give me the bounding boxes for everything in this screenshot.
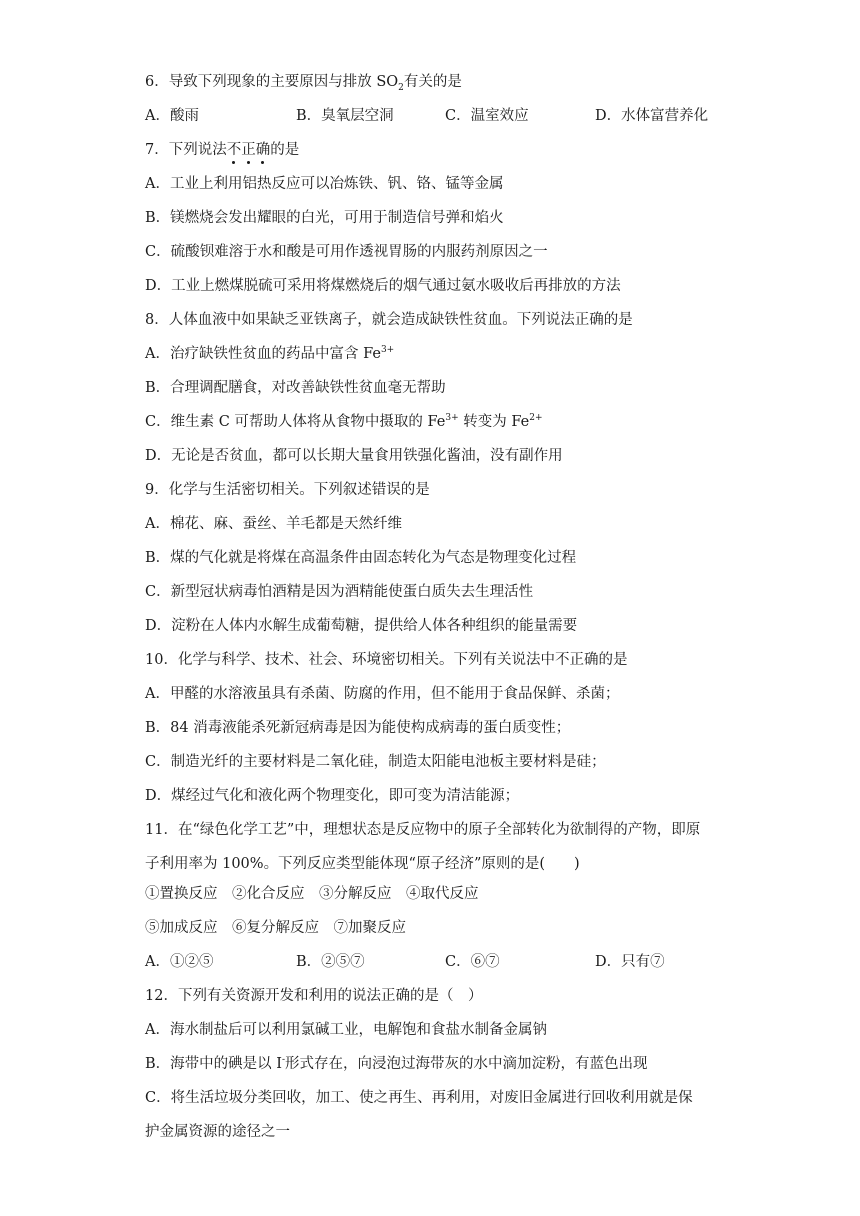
q7-option-b: B．镁燃烧会发出耀眼的白光，可用于制造信号弹和焰火 — [145, 210, 504, 226]
q6-option-a: A．酸雨 — [145, 108, 199, 124]
emphasis-char: 确 — [256, 142, 271, 158]
q6-option-d: D．水体富营养化 — [595, 108, 709, 124]
q6-option-b: B．臭氧层空洞 — [296, 108, 394, 124]
q6-stem: 6．导致下列现象的主要原因与排放 $SO_2$有关的是 — [145, 74, 462, 93]
q11-list-line1: ①置换反应 ②化合反应 ③分解反应 ④取代反应 — [145, 886, 479, 902]
q11-option-c: C．⑥⑦ — [445, 954, 500, 970]
q9-option-a: A．棉花、麻、蚕丝、羊毛都是天然纤维 — [145, 516, 402, 532]
q9-option-d: D．淀粉在人体内水解生成葡萄糖，提供给人体各种组织的能量需要 — [145, 618, 578, 634]
q7-option-a: A．工业上利用铝热反应可以冶炼铁、钒、铬、锰等金属 — [145, 176, 504, 192]
q11-stem-line2: 子利用率为 100%。下列反应类型能体现“原子经济”原则的是( ) — [145, 856, 580, 872]
emphasis-char: 正 — [241, 142, 256, 158]
q10-stem: 10．化学与科学、技术、社会、环境密切相关。下列有关说法中不正确的是 — [145, 652, 628, 668]
q8-option-b: B．合理调配膳食，对改善缺铁性贫血毫无帮助 — [145, 380, 446, 396]
q11-option-b: B．②⑤⑦ — [296, 954, 365, 970]
q9-option-c: C．新型冠状病毒怕酒精是因为酒精能使蛋白质失去生理活性 — [145, 584, 534, 600]
q8-stem: 8．人体血液中如果缺乏亚铁离子，就会造成缺铁性贫血。下列说法正确的是 — [145, 312, 633, 328]
q6-option-c: C．温室效应 — [445, 108, 529, 124]
q9-stem: 9．化学与生活密切相关。下列叙述错误的是 — [145, 482, 430, 498]
q8-option-c: C．维生素 C 可帮助人体将从食物中摄取的 $Fe^{3+}$ 转变为 $Fe^{2+}$ — [145, 413, 543, 430]
q7-stem: 7．下列说法不 正 确 的是 — [145, 140, 299, 160]
q12-stem: 12．下列有关资源开发和利用的说法正确的是（ ） — [145, 988, 483, 1004]
q11-option-a: A．①②⑤ — [145, 954, 214, 970]
q8-option-a: A．治疗缺铁性贫血的药品中富含 $Fe^{3+}$ — [145, 345, 395, 362]
q11-stem-line1: 11．在“绿色化学工艺”中，理想状态是反应物中的原子全部转化为欲制得的产物，即原 — [145, 822, 701, 838]
q12-option-a: A．海水制盐后可以利用氯碱工业，电解饱和食盐水制备金属钠 — [145, 1022, 547, 1038]
q12-option-c-line2: 护金属资源的途径之一 — [145, 1124, 290, 1140]
q7-option-c: C．硫酸钡难溶于水和酸是可用作透视胃肠的内服药剂原因之一 — [145, 244, 548, 260]
q9-option-b: B．煤的气化就是将煤在高温条件由固态转化为气态是物理变化过程 — [145, 550, 577, 566]
q11-option-d: D．只有⑦ — [595, 954, 665, 970]
q10-option-c: C．制造光纤的主要材料是二氧化硅，制造太阳能电池板主要材料是硅； — [145, 754, 606, 770]
q8-option-d: D．无论是否贫血，都可以长期大量食用铁强化酱油，没有副作用 — [145, 448, 563, 464]
q12-option-c-line1: C．将生活垃圾分类回收，加工、使之再生、再利用，对废旧金属进行回收利用就是保 — [145, 1090, 693, 1106]
q10-option-b: B．84 消毒液能杀死新冠病毒是因为能使构成病毒的蛋白质变性； — [145, 720, 571, 736]
emphasis-char: 不 — [227, 142, 242, 158]
q10-option-a: A．甲醛的水溶液虽具有杀菌、防腐的作用，但不能用于食品保鲜、杀菌； — [145, 686, 620, 702]
q7-option-d: D．工业上燃煤脱硫可采用将煤燃烧后的烟气通过氨水吸收后再排放的方法 — [145, 278, 621, 294]
q11-list-line2: ⑤加成反应 ⑥复分解反应 ⑦加聚反应 — [145, 920, 406, 936]
q12-option-b: B．海带中的碘是以 I-形式存在，向浸泡过海带灰的水中滴加淀粉，有蓝色出现 — [145, 1055, 648, 1072]
q10-option-d: D．煤经过气化和液化两个物理变化，即可变为清洁能源； — [145, 788, 520, 804]
